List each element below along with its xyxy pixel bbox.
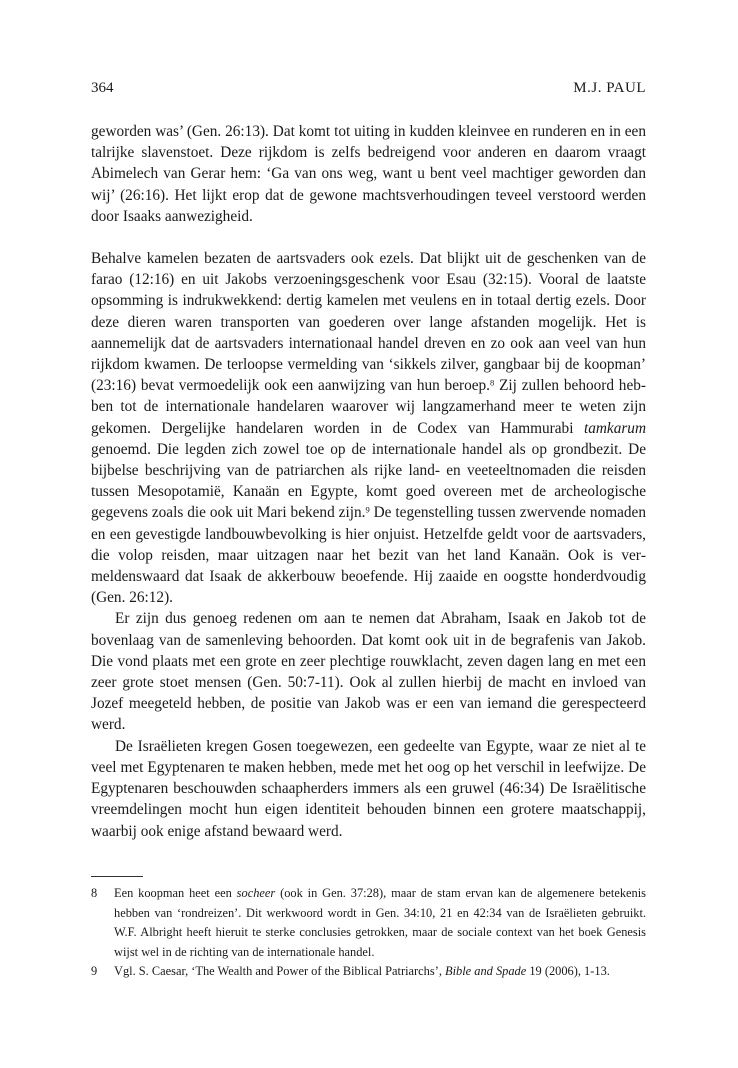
paragraph-2-italic-term: tamkarum [583,419,646,437]
paragraph-1: geworden was’ (Gen. 26:13). Dat komt tot uiting in kudden kleinvee en runderen en in een talrijke slavenstoet. Deze rijkdom is zelfs bedreigend voor anderen en daarom vraagt Abimelech van Gerar hem: ‘Ga van ons weg, want u bent veel machtiger geworden dan wij’ (26:16). Het lijkt erop dat de gewone machtsverhoudingen teveel verstoord werden door Isaaks aanwezigheid. [91,123,646,225]
footnote-number: 9 [91,964,98,979]
footnote-ref-8: 8 [490,377,495,388]
footnote-number: 8 [91,886,98,900]
running-head [91,78,646,100]
paragraph-2-text-a: Behalve kamelen bezaten de aartsvaders ook ezels. Dat blijkt uit de geschenken van de farao (12:16) en uit Jakobs verzoeningsgeschenk voor Esau (32:15). Vooral de laatste opsomming is indrukwekkend: dertig kamelen met veulens en in totaal dertig ezels. Door deze dieren waren transporten van goederen over lange afstanden mogelijk. Het is aannemelijk dat de aartsvaders internationaal handel dreven en zo ook aan veel van hun rijkdom kwamen. De terloopse vermelding van ‘sikkels zilver, gangbaar bij de koopman’ (23:16) bevat vermoedelijk ook een aanwijzing van hun beroep. [91,250,646,395]
paragraph-2-text-c: genoemd. Die legden zich zowel toe op de internationale handel als op grondbezit. De bijbelse beschrijving van de patriarchen als rijke land- en veeteeltnomaden die reisden tussen Mesopotamië, Kanaän en Egypte, komt goed overeen met de archeologische gegevens zoals die ook uit Mari bekend zijn. [91,440,646,522]
footnotes [91,884,646,982]
footnote-9 [91,962,646,982]
paragraph-2-text-b: Zij zullen behoord hebben tot de internationale handelaren waarover wij langzamerhand meer te weten zijn gekomen. Dergelijke handelaren worden in de Codex van Hammurabi [91,377,646,437]
footnote-9-text-b: 19 (2006), 1-13. [526,964,610,979]
footnote-separator [91,876,143,877]
paragraph-2-text-d: De tegenstelling tussen zwervende nomaden en een gevestigde landbouwbevolking is hier onjuist. Hetzelfde geldt voor de aartsvaders, die volop reisden, maar uitzagen naar het bezit van het land Kanaän. Ook is vermeldenswaard dat Isaak de akkerbouw beoefende. Hij zaaide en oogstte honderdvoudig (Gen. 26:12). [91,504,646,607]
paragraph-2 [91,248,646,608]
footnote-9-italic: Bible and Spade [445,964,527,979]
footnote-8-text-a: Een koopman heet een [114,886,237,900]
paragraph-4: De Israëlieten kregen Gosen toegewezen, een gedeelte van Egypte, waar ze niet al te veel met Egyptenaren te maken hebben, mede met het oog op het verschil in leefwijze. De Egyptenaren beschouwden schaapherders immers als een gruwel (46:34) De Israëlitische vreemdelingen mocht hun eigen identiteit behouden binnen een grotere maatschappij, waarbij ook enige afstand bewaard werd. [91,737,646,840]
footnote-ref-9: 9 [365,504,370,515]
page-number: 364 [91,80,114,96]
running-head-author: M.J. PAUL [573,80,646,96]
footnote-8-text-b: (ook in Gen. 37:28), maar de stam ervan kan de algemenere betekenis hebben van ‘rondreizen’. Dit werkwoord wordt in Gen. 34:10, 21 en 42:34 van de Israëlieten gebruikt. W.F. Albright heeft hieruit te sterke conclusies getrokken, maar de sociale context van het boek Genesis wijst wel in de richting van de internationale handel. [114,886,646,959]
body-text [91,121,646,842]
paragraph-3: Er zijn dus genoeg redenen om aan te nemen dat Abraham, Isaak en Jakob tot de bovenlaag van de samenleving behoorden. Dat komt ook uit in de begrafenis van Jakob. Die vond plaats met een grote en zeer plechtige rouwklacht, zeven dagen lang en met een zeer grote stoet mensen (Gen. 50:7-11). Ook al zullen hierbij de macht en invloed van Jozef meegeteld hebben, de positie van Jakob was er een van iemand die gerespecteerd werd. [91,610,646,734]
footnote-9-text-a: Vgl. S. Caesar, ‘The Wealth and Power of the Biblical Patriarchs’, [114,964,446,979]
footnote-8-italic: socheer [236,886,276,900]
footnote-8 [91,884,646,962]
